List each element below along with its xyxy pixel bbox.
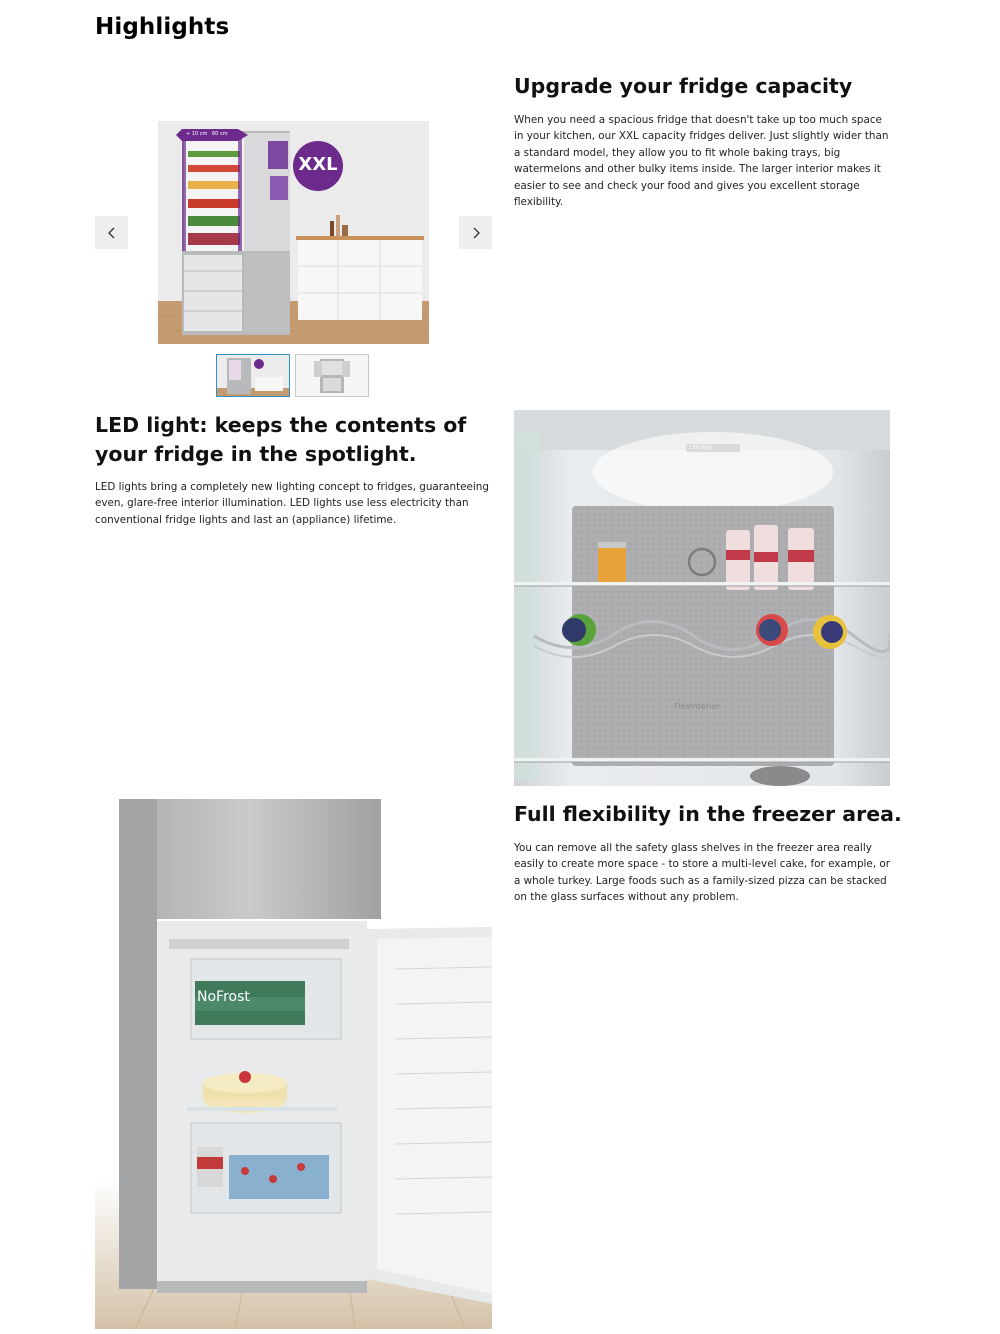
fridge-capacity-image bbox=[158, 121, 429, 344]
carousel-prev-button[interactable] bbox=[95, 216, 128, 249]
carousel-thumbnail-1[interactable] bbox=[216, 354, 290, 397]
dimension-right-label: 60 cm bbox=[212, 131, 228, 137]
xxl-badge: XXL bbox=[298, 154, 338, 175]
dimension-left-label: + 10 cm bbox=[186, 131, 208, 137]
page-title: Highlights bbox=[95, 14, 230, 40]
led-light-image bbox=[514, 410, 890, 786]
section2-heading-line1: LED light: keeps the contents of bbox=[95, 413, 467, 437]
section3-body: You can remove all the safety glass shelves in the freezer area really easily to create more space - to store a multi-level cake, for example, or a whole turkey. Large foods such as a family-sized pizza can be stacked on the glass surfaces without any problem. bbox=[514, 842, 891, 904]
flexinterior-label: FlexInterior bbox=[674, 702, 720, 711]
carousel-thumbnail-2[interactable] bbox=[295, 354, 369, 397]
led-lamp-label: LED light bbox=[690, 445, 713, 451]
section1-heading: Upgrade your fridge capacity bbox=[514, 74, 853, 98]
chevron-right-icon bbox=[469, 226, 483, 240]
section2-heading-line2: your fridge in the spotlight. bbox=[95, 442, 417, 466]
section3-heading: Full flexibility in the freezer area. bbox=[514, 802, 902, 826]
section2-heading bbox=[95, 411, 505, 469]
chevron-left-icon bbox=[105, 226, 119, 240]
carousel-next-button[interactable] bbox=[459, 216, 492, 249]
freezer-image bbox=[95, 799, 492, 1329]
section2-body: LED lights bring a completely new lighting concept to fridges, guaranteeing even, glare-free interior illumination. LED lights use less electricity than conventional fridge lights and last an (appliance) lifetime. bbox=[95, 481, 489, 526]
nofrost-label: NoFrost bbox=[197, 989, 250, 1005]
section1-body: When you need a spacious fridge that doesn't take up too much space in your kitchen, our XXL capacity fridges deliver. Just slightly wider than a standard model, they allow you to fit whole baking trays, big watermelons and other bulky items inside. The larger interior makes it easier to see and check your food and gives you excellent storage flexibility. bbox=[514, 114, 889, 209]
